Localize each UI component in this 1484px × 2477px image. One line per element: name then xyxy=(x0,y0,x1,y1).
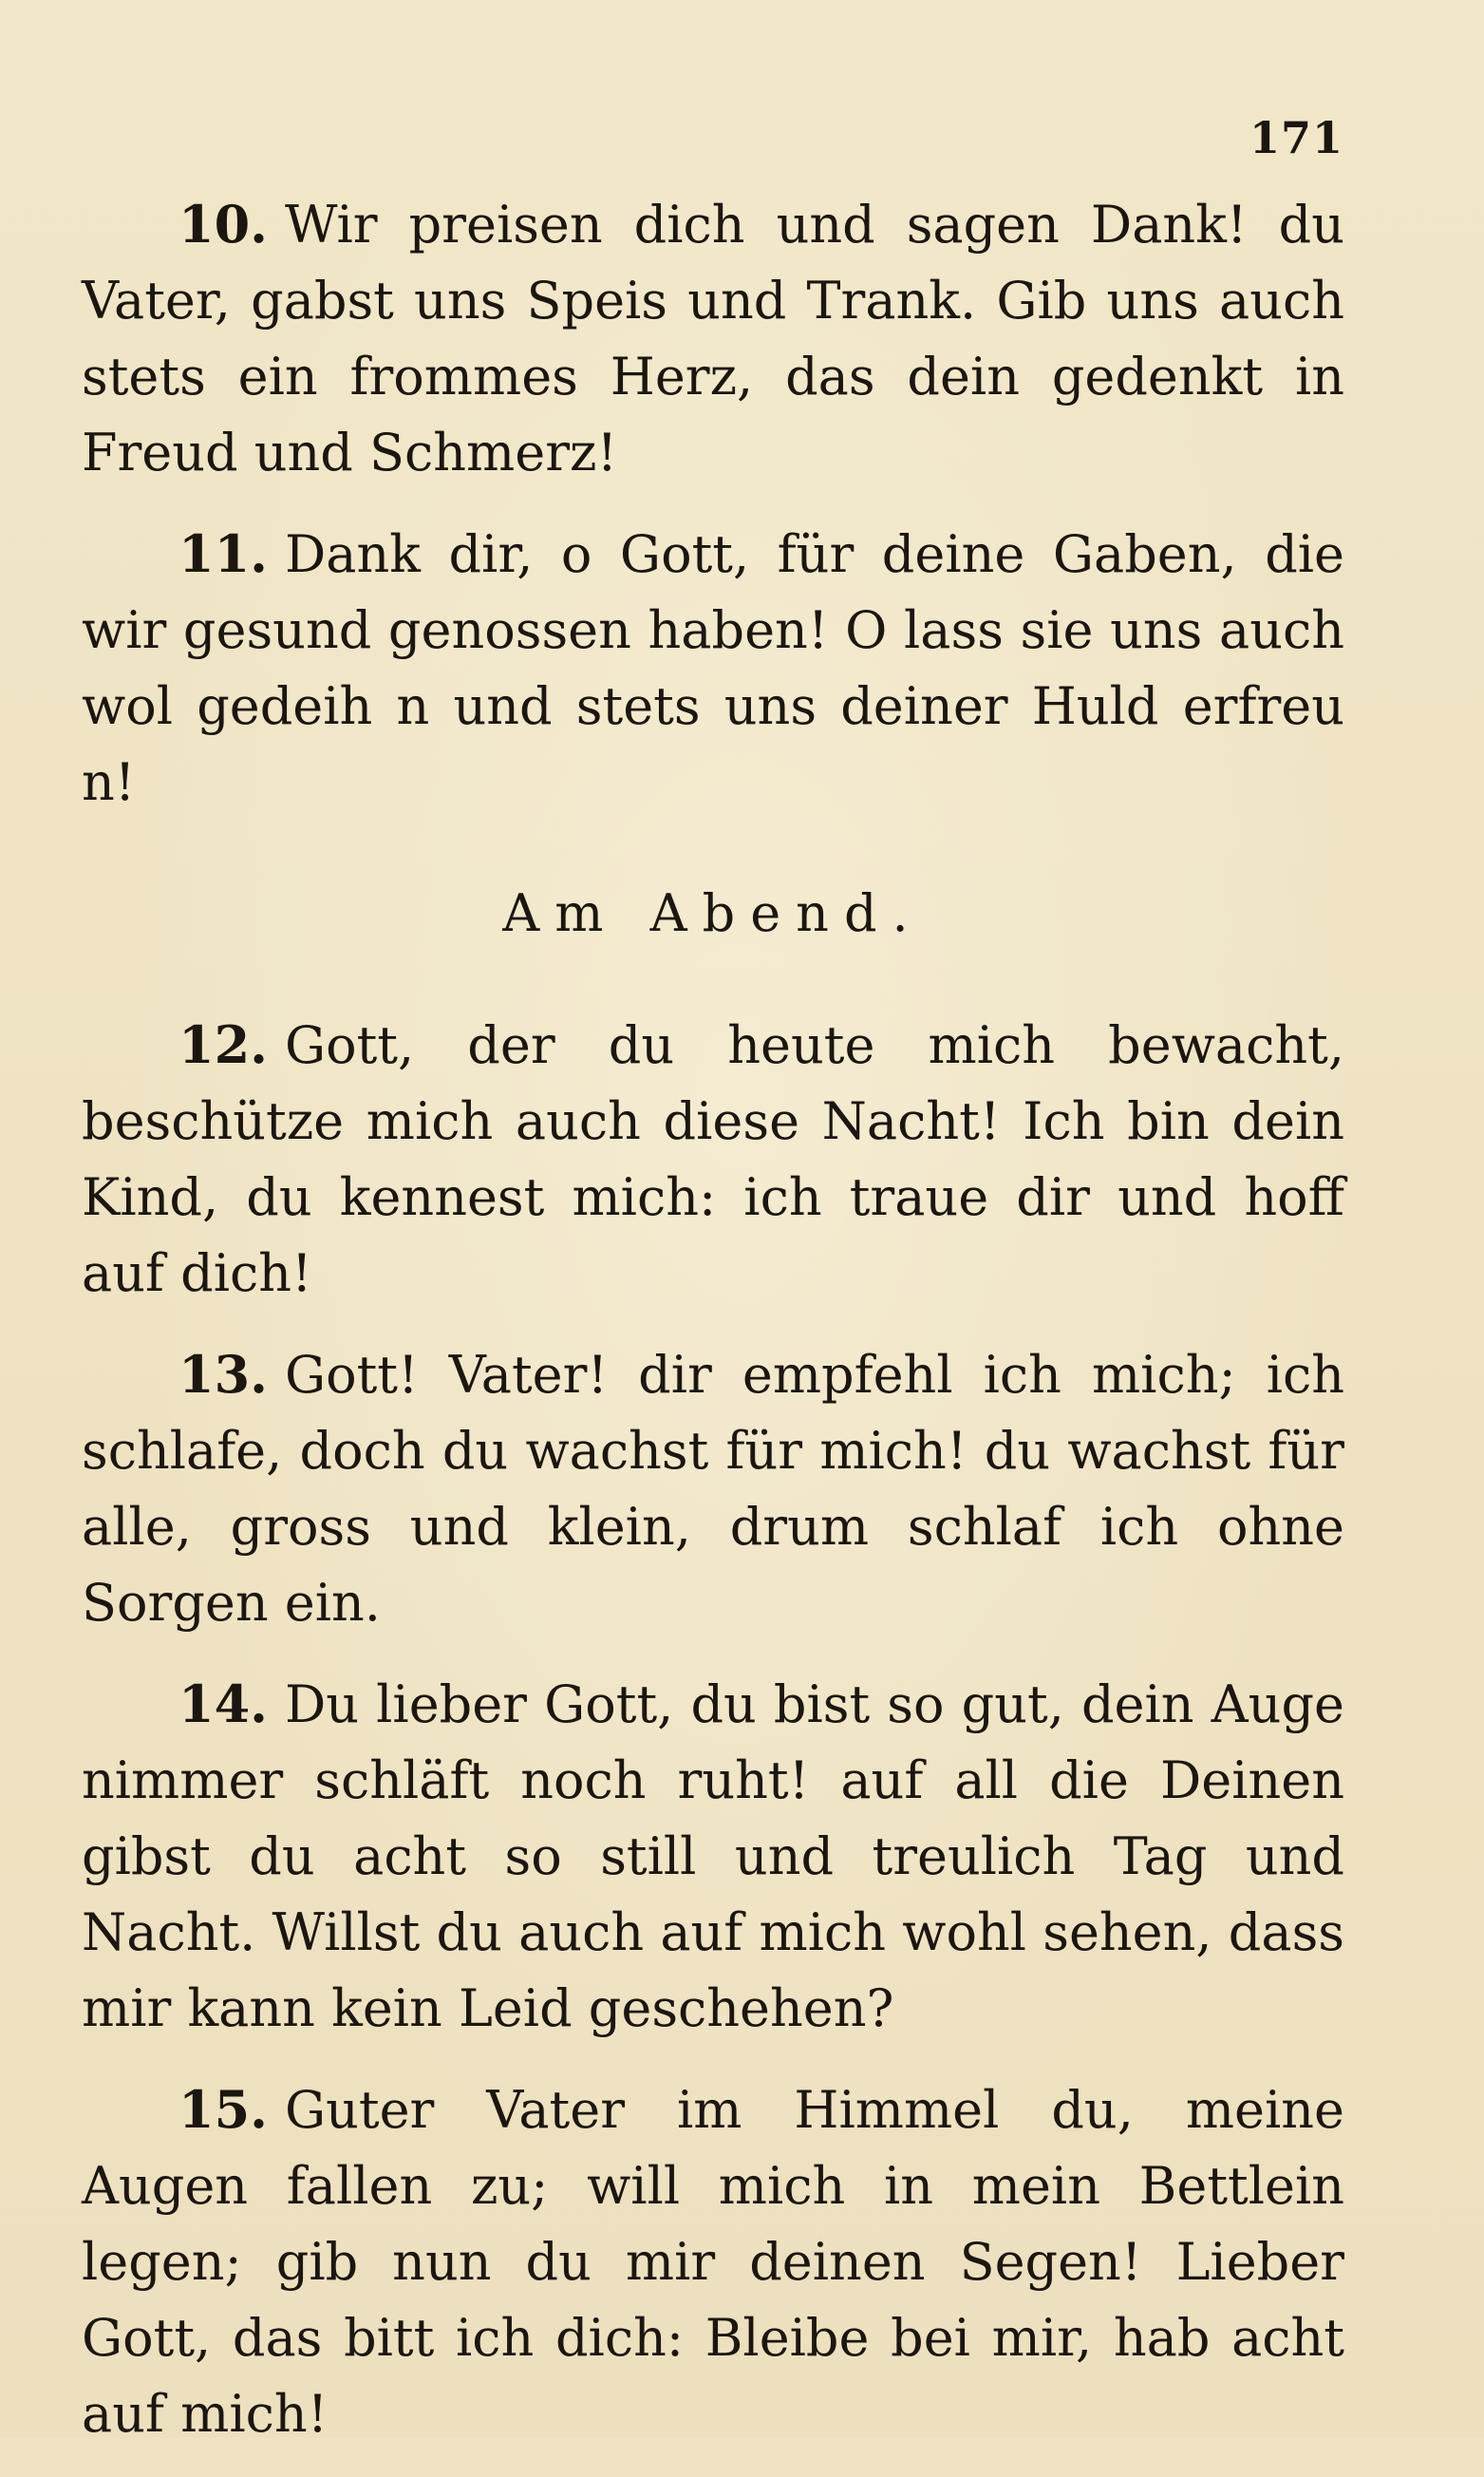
section-heading: Am Abend. xyxy=(502,883,924,943)
verse-10 xyxy=(82,186,1344,491)
text-block xyxy=(82,186,1344,2477)
verse-number: 13. xyxy=(178,1344,268,1405)
verse-text: Gott! Vater! dir empfehl ich mich; ich schlafe, doch du wachst für mich! du wachst für alle, gross und klein, drum schlaf ich ohne Sorgen ein. xyxy=(82,1345,1344,1633)
verse-number: 12. xyxy=(178,1014,268,1075)
page-number: 171 xyxy=(1249,112,1343,163)
verse-text: Du lieber Gott, du bist so gut, dein Auge nimmer schläft noch ruht! auf all die Deinen gibst du acht so still und treulich Tag und Nacht. Willst du auch auf mich wohl sehen, dass mir kann kein Leid geschehen? xyxy=(82,1674,1344,2038)
verse-number: 11. xyxy=(178,523,268,584)
verse-text: Wir preisen dich und sagen Dank! du Vater, gabst uns Speis und Trank. Gib uns auch stets ein frommes Herz, das dein gedenkt in Freud und Schmerz! xyxy=(82,195,1344,482)
verse-number: 14. xyxy=(178,1673,268,1734)
verse-14 xyxy=(82,1666,1344,2047)
verse-13 xyxy=(82,1336,1344,1641)
verse-11 xyxy=(82,516,1344,821)
verse-number: 15. xyxy=(178,2079,268,2140)
verse-12 xyxy=(82,1007,1344,1312)
verse-number: 10. xyxy=(178,194,268,255)
verse-15 xyxy=(82,2071,1344,2452)
verse-text: Dank dir, o Gott, für deine Gaben, die wir gesund genossen haben! O lass sie uns auch wol gedeih n und stets uns deiner Huld erfreu n! xyxy=(82,524,1344,812)
verse-text: Gott, der du heute mich bewacht, beschütze mich auch diese Nacht! Ich bin dein Kind, du kennest mich: ich traue dir und hoff auf dich! xyxy=(82,1015,1344,1303)
verse-text: Guter Vater im Himmel du, meine Augen fallen zu; will mich in mein Bettlein legen; gib nun du mir deinen Segen! Lieber Gott, das bitt ich dich: Bleibe bei mir, hab acht auf mich! xyxy=(82,2080,1344,2444)
